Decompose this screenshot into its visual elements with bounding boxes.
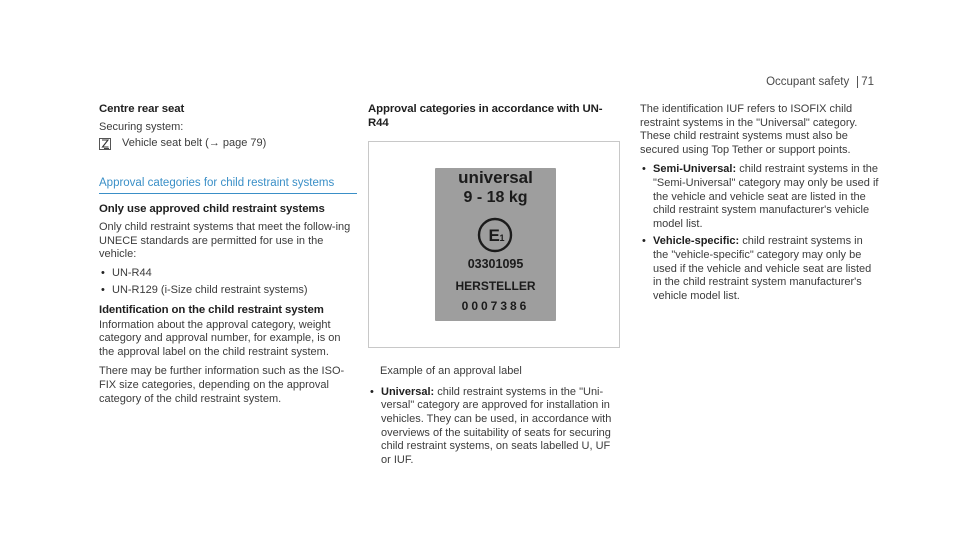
identification-text: Information about the approval category, weight category and approval number, for example, is on the approval label on the child restraint system. <box>99 318 341 358</box>
column-middle <box>368 103 623 471</box>
e-mark-icon <box>477 217 513 253</box>
list-item: • UN-R44 <box>99 267 354 281</box>
page-header <box>766 76 874 88</box>
identification-heading: Identification on the child restraint system <box>99 303 324 316</box>
universal-term: Universal: <box>381 385 435 398</box>
approval-categories-heading: Approval categories in accordance with UN-R44 <box>368 103 603 129</box>
further-info-text: There may be further information such as the ISO-FIX size categories, depending on the approval category of the child restraint system. <box>99 365 345 405</box>
vehicle-specific-text: child restraint systems in the "vehicle-specific" category may only be used if the vehicle and vehicle seat are listed in the child restraint system manufacturer's vehicle model list. <box>653 235 872 302</box>
list-item <box>640 235 880 303</box>
semi-universal-term: Semi-Universal: <box>653 163 737 176</box>
only-approved-heading: Only use approved child restraint systems <box>99 203 325 216</box>
vehicle-specific-term: Vehicle-specific: <box>653 235 740 248</box>
column-left <box>99 103 354 406</box>
page-number: 71 <box>857 76 874 88</box>
securing-text[interactable]: Vehicle seat belt (→ page 79) <box>122 137 267 150</box>
securing-label: Securing system: <box>99 120 184 133</box>
approval-label-figure <box>368 141 620 348</box>
approval-categories-link[interactable]: Approval categories for child restraint systems <box>99 177 357 195</box>
category-list-continued <box>640 163 880 303</box>
label-weight: 9 - 18 kg <box>463 189 528 207</box>
e-mark-number: 1 <box>499 233 505 244</box>
standards-list <box>99 267 354 298</box>
semi-universal-text: child restraint systems in the "Semi-Universal" category may only be used if the vehicle and vehicle seat are listed in the child restraint system manufacturer's vehicle model list. <box>653 163 879 230</box>
e-mark-letter: E <box>488 226 500 246</box>
figure-caption: Example of an approval label <box>380 365 522 378</box>
universal-text: child restraint systems in the "Uni-versal" category are approved for installation in vehicles. They can be used, in accordance with overviews of the suitability of seats for securing child restraint systems, on seats labelled U, UF or IUF. <box>381 385 612 466</box>
category-list <box>368 386 623 468</box>
list-item <box>640 163 880 231</box>
centre-rear-seat-heading: Centre rear seat <box>99 103 185 115</box>
label-manufacturer: HERSTELLER <box>455 279 536 294</box>
securing-row <box>99 137 354 151</box>
label-approval-number: 03301095 <box>467 257 524 272</box>
approval-label-image <box>435 168 556 321</box>
column-right <box>640 103 880 307</box>
iuf-intro-text: The identification IUF refers to ISOFIX child restraint systems in the "Universal" category. These child restraint systems must also be secured using Top Tether or support points. <box>640 103 858 156</box>
seat-belt-icon <box>99 138 111 150</box>
label-universal: universal <box>458 168 533 188</box>
label-serial: 0007386 <box>461 299 530 314</box>
only-approved-text: Only child restraint systems that meet the follow‐ing UNECE standards are permitted for use in the vehicle: <box>99 220 351 261</box>
list-item: • UN-R129 (i-Size child restraint systems) <box>99 284 354 298</box>
section-title: Occupant safety <box>766 76 850 88</box>
list-item <box>368 386 623 468</box>
